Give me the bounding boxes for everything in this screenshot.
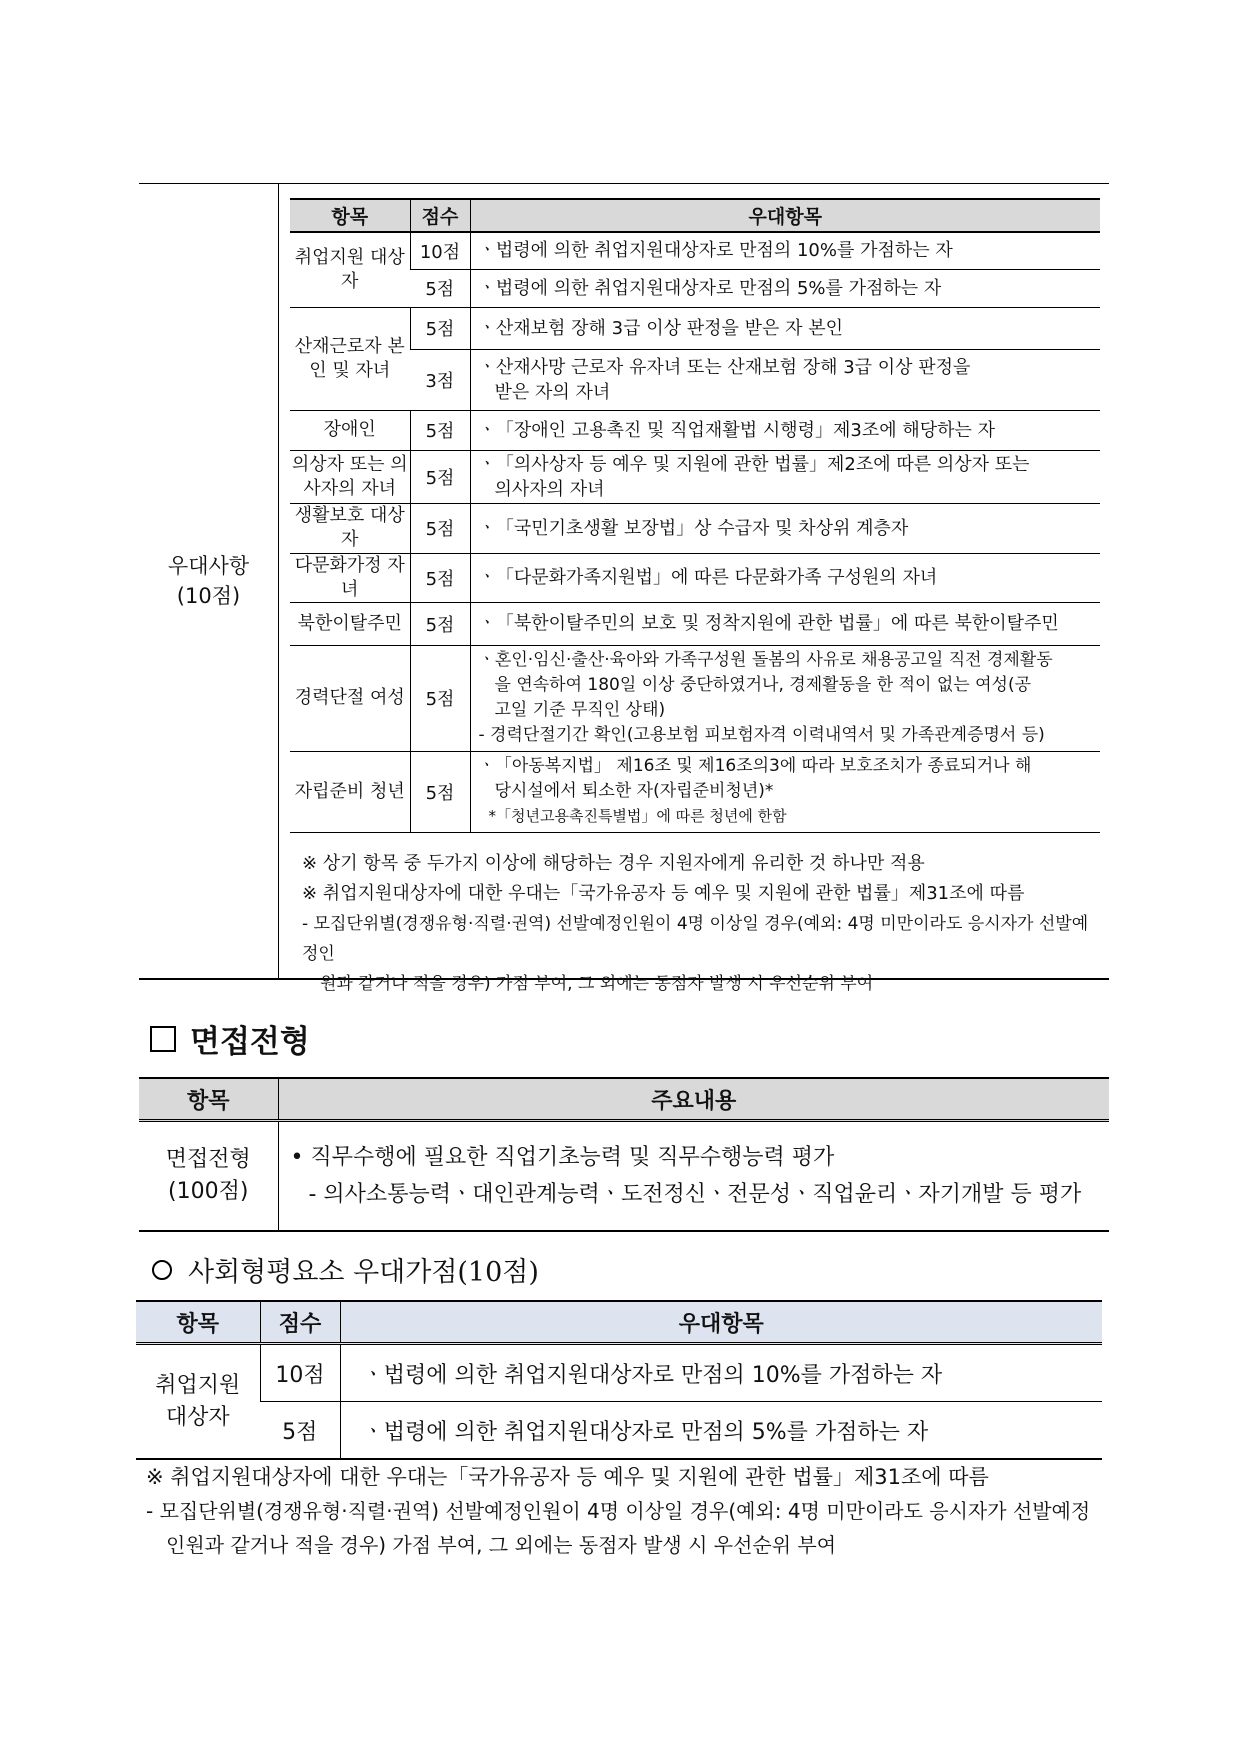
header-score: 점수 bbox=[410, 199, 470, 232]
desc-cell: ㆍ혼인·임신·출산·육아와 가족구성원 돌봄의 사유로 채용공고일 직전 경제활동 을 연속하여 180일 이상 중단하였거나, 경제활동을 한 적이 없는 여성(공 고일 기준 무직인 상태) - 경력단절기간 확인(고용보험 피보험자격 이력내역서 및 가족관계증명서 등) bbox=[470, 645, 1100, 751]
header-item: 항목 bbox=[290, 199, 410, 232]
header-item: 항목 bbox=[139, 1078, 278, 1121]
item-cell: 취업지원 대상자 bbox=[294, 246, 405, 292]
score-cell: 5점 bbox=[410, 751, 470, 832]
desc-cell: ㆍ법령에 의한 취업지원대상자로 만점의 5%를 가점하는 자 bbox=[340, 1402, 1102, 1460]
desc-cell: ㆍ「아동복지법」 제16조 및 제16조의3에 따라 보호조치가 종료되거나 해 당시설에서 퇴소한 자(자립준비청년)* *「청년고용촉진특별법」에 따른 청년에 한함 bbox=[470, 751, 1100, 832]
score-cell: 5점 bbox=[410, 645, 470, 751]
equity-section-title bbox=[152, 1250, 539, 1289]
table-row bbox=[290, 269, 1100, 307]
table-row bbox=[290, 410, 1100, 450]
preference-notes bbox=[302, 849, 1102, 999]
score-cell: 5점 bbox=[410, 307, 470, 349]
item-cell: 장애인 bbox=[290, 410, 410, 450]
desc-cell: ㆍ법령에 의한 취업지원대상자로 만점의 10%를 가점하는 자 bbox=[470, 232, 1100, 269]
item-cell: 생활보호 대상자 bbox=[290, 503, 410, 553]
header-score: 점수 bbox=[260, 1301, 340, 1344]
equity-table bbox=[136, 1300, 1102, 1460]
item-cell: 다문화가정 자녀 bbox=[290, 553, 410, 602]
preference-label-title: 우대사항 bbox=[167, 554, 250, 578]
desc-cell: ㆍ산재사망 근로자 유자녀 또는 산재보험 장해 3급 이상 판정을 받은 자의 자녀 bbox=[470, 349, 1100, 410]
table-row bbox=[290, 645, 1100, 751]
interview-table bbox=[139, 1077, 1109, 1232]
table-row bbox=[290, 503, 1100, 553]
score-cell: 10점 bbox=[260, 1344, 340, 1402]
item-cell: 산재근로자 본인 및 자녀 bbox=[290, 307, 410, 410]
desc-cell: ㆍ「의사상자 등 예우 및 지원에 관한 법률」제2조에 따른 의상자 또는 의사자의 자녀 bbox=[470, 450, 1100, 503]
checkbox-square-icon bbox=[150, 1026, 176, 1052]
desc-cell: ㆍ법령에 의한 취업지원대상자로 만점의 5%를 가점하는 자 bbox=[470, 269, 1100, 307]
interview-title-text: 면접전형 bbox=[190, 1024, 310, 1060]
preference-label-points: (10점) bbox=[176, 584, 241, 608]
score-cell: 5점 bbox=[410, 450, 470, 503]
desc-cell: ㆍ법령에 의한 취업지원대상자로 만점의 10%를 가점하는 자 bbox=[340, 1344, 1102, 1402]
item-cell: 경력단절 여성 bbox=[290, 645, 410, 751]
table-header-row bbox=[139, 1078, 1109, 1121]
score-cell: 5점 bbox=[410, 410, 470, 450]
note-line: ※ 취업지원대상자에 대한 우대는「국가유공자 등 예우 및 지원에 관한 법률」제31조에 따름 bbox=[302, 883, 1025, 904]
score-cell: 10점 bbox=[410, 232, 470, 269]
table-row bbox=[139, 1121, 1109, 1232]
note-line: - 모집단위별(경쟁유형·직렬·권역) 선발예정인원이 4명 이상일 경우(예외: 4명 미만이라도 응시자가 선발예정인 bbox=[302, 914, 1089, 964]
table-row bbox=[290, 232, 1100, 269]
preference-table bbox=[290, 198, 1100, 833]
desc-cell: ㆍ산재보험 장해 3급 이상 판정을 받은 자 본인 bbox=[470, 307, 1100, 349]
header-item: 항목 bbox=[136, 1301, 260, 1344]
table-header-row bbox=[136, 1301, 1102, 1344]
content-cell: • 직무수행에 필요한 직업기초능력 및 직무수행능력 평가 - 의사소통능력ㆍ대인관계능력ㆍ도전정신ㆍ전문성ㆍ직업윤리ㆍ자기개발 등 평가 bbox=[278, 1121, 1109, 1232]
table-row bbox=[136, 1402, 1102, 1460]
header-content: 주요내용 bbox=[278, 1078, 1109, 1121]
desc-cell: ㆍ「다문화가족지원법」에 따른 다문화가족 구성원의 자녀 bbox=[470, 553, 1100, 602]
circle-bullet-icon bbox=[152, 1260, 172, 1280]
item-cell: 면접전형 (100점) bbox=[165, 1147, 251, 1204]
equity-notes bbox=[146, 1460, 1116, 1562]
desc-cell: ㆍ「국민기초생활 보장법」상 수급자 및 차상위 계층자 bbox=[470, 503, 1100, 553]
desc-cell: ㆍ「장애인 고용촉진 및 직업재활법 시행령」제3조에 해당하는 자 bbox=[470, 410, 1100, 450]
note-line: 인원과 같거나 적을 경우) 가점 부여, 그 외에는 동점자 발생 시 우선순위 부여 bbox=[166, 1533, 837, 1557]
score-cell: 3점 bbox=[410, 349, 470, 410]
note-line: ※ 상기 항목 중 두가지 이상에 해당하는 경우 지원자에게 유리한 것 하나만 적용 bbox=[302, 853, 925, 874]
item-cell: 취업지원 대상자 bbox=[155, 1372, 241, 1430]
score-cell: 5점 bbox=[410, 269, 470, 307]
table-row bbox=[290, 553, 1100, 602]
score-cell: 5점 bbox=[410, 602, 470, 645]
table-row bbox=[136, 1344, 1102, 1402]
interview-section-title bbox=[150, 1016, 310, 1061]
desc-cell: ㆍ「북한이탈주민의 보호 및 정착지원에 관한 법률」에 따른 북한이탈주민 bbox=[470, 602, 1100, 645]
item-cell: 의상자 또는 의사자의 자녀 bbox=[290, 450, 410, 503]
item-cell: 자립준비 청년 bbox=[290, 751, 410, 832]
table-row bbox=[290, 307, 1100, 349]
preference-section bbox=[139, 183, 1109, 994]
table-row bbox=[290, 450, 1100, 503]
note-line: - 모집단위별(경쟁유형·직렬·권역) 선발예정인원이 4명 이상일 경우(예외: 4명 미만이라도 응시자가 선발예정 bbox=[146, 1499, 1091, 1523]
item-cell: 북한이탈주민 bbox=[290, 602, 410, 645]
score-cell: 5점 bbox=[410, 553, 470, 602]
score-cell: 5점 bbox=[410, 503, 470, 553]
table-row bbox=[290, 349, 1100, 410]
table-header-row bbox=[290, 199, 1100, 232]
score-cell: 5점 bbox=[260, 1402, 340, 1460]
equity-title-text: 사회형평요소 우대가점(10점) bbox=[188, 1257, 539, 1288]
note-line: 원과 같거나 적을 경우) 가점 부여, 그 외에는 동점자 발생 시 우선순위 부여 bbox=[320, 974, 874, 994]
header-preference: 우대항목 bbox=[470, 199, 1100, 232]
table-row bbox=[290, 751, 1100, 832]
header-preference: 우대항목 bbox=[340, 1301, 1102, 1344]
note-line: ※ 취업지원대상자에 대한 우대는「국가유공자 등 예우 및 지원에 관한 법률」제31조에 따름 bbox=[146, 1465, 989, 1489]
table-row bbox=[290, 602, 1100, 645]
preference-label bbox=[139, 184, 279, 978]
